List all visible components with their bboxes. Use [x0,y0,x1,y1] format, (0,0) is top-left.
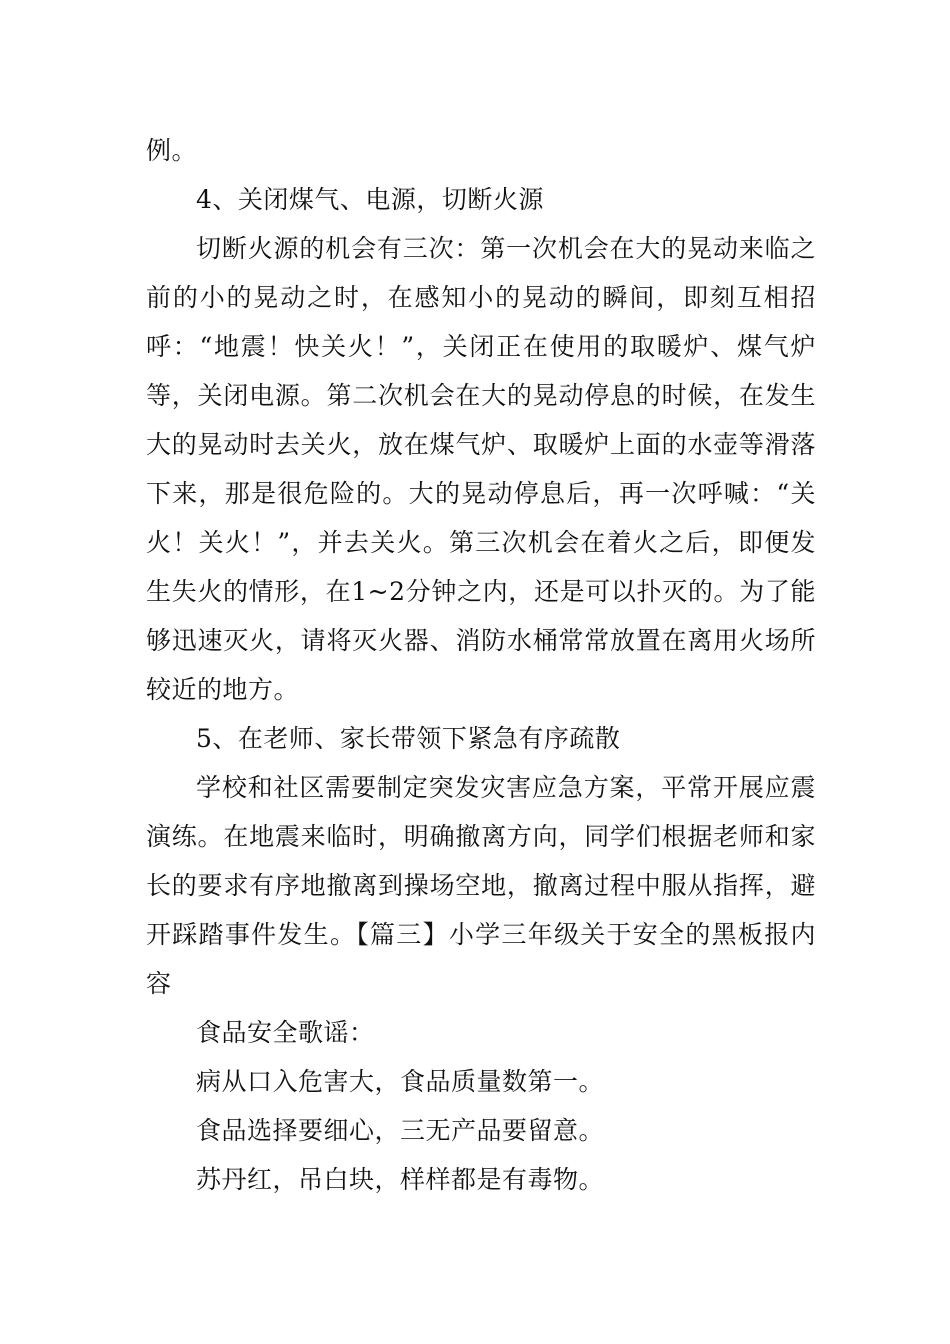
heading-item-5: 5、在老师、家长带领下紧急有序疏散 [196,724,621,753]
paragraph-cut-fire: 切断火源的机会有三次：第一次机会在大的晃动来临之前的小的晃动之时，在感知小的晃动的瞬间，即刻互相招呼：“地震！快关火！”，关闭正在使用的取暖炉、煤气炉等，关闭电源。第二次机会在大的晃动停息的时候，在发生大的晃动时去关火，放在煤气炉、取暖炉上面的水壶等滑落下来，那是很危险的。大的晃动停息后，再一次呼喊：“关火！关火！”，并去关火。第三次机会在着火之后，即便发生失火的情形，在1~2分钟之内，还是可以扑灭的。为了能够迅速灭火，请将灭火器、消防水桶常常放置在离用火场所较近的地方。 [146,234,816,704]
food-rhyme-line-3: 苏丹红，吊白块，样样都是有毒物。 [196,1165,605,1194]
paragraph-continuation: 例。 [146,136,198,165]
food-rhyme-line-1: 病从口入危害大，食品质量数第一。 [196,1067,605,1096]
food-safety-title: 食品安全歌谣： [196,1018,375,1047]
food-rhyme-line-2: 食品选择要细心，三无产品要留意。 [196,1116,605,1145]
paragraph-evacuation: 学校和社区需要制定突发灾害应急方案，平常开展应震演练。在地震来临时，明确撤离方向，同学们根据老师和家长的要求有序地撤离到操场空地，撤离过程中服从指挥，避开踩踏事件发生。【篇三】小学三年级关于安全的黑板报内容 [146,773,816,998]
heading-item-4: 4、关闭煤气、电源，切断火源 [196,185,544,214]
document-body [146,126,816,1204]
